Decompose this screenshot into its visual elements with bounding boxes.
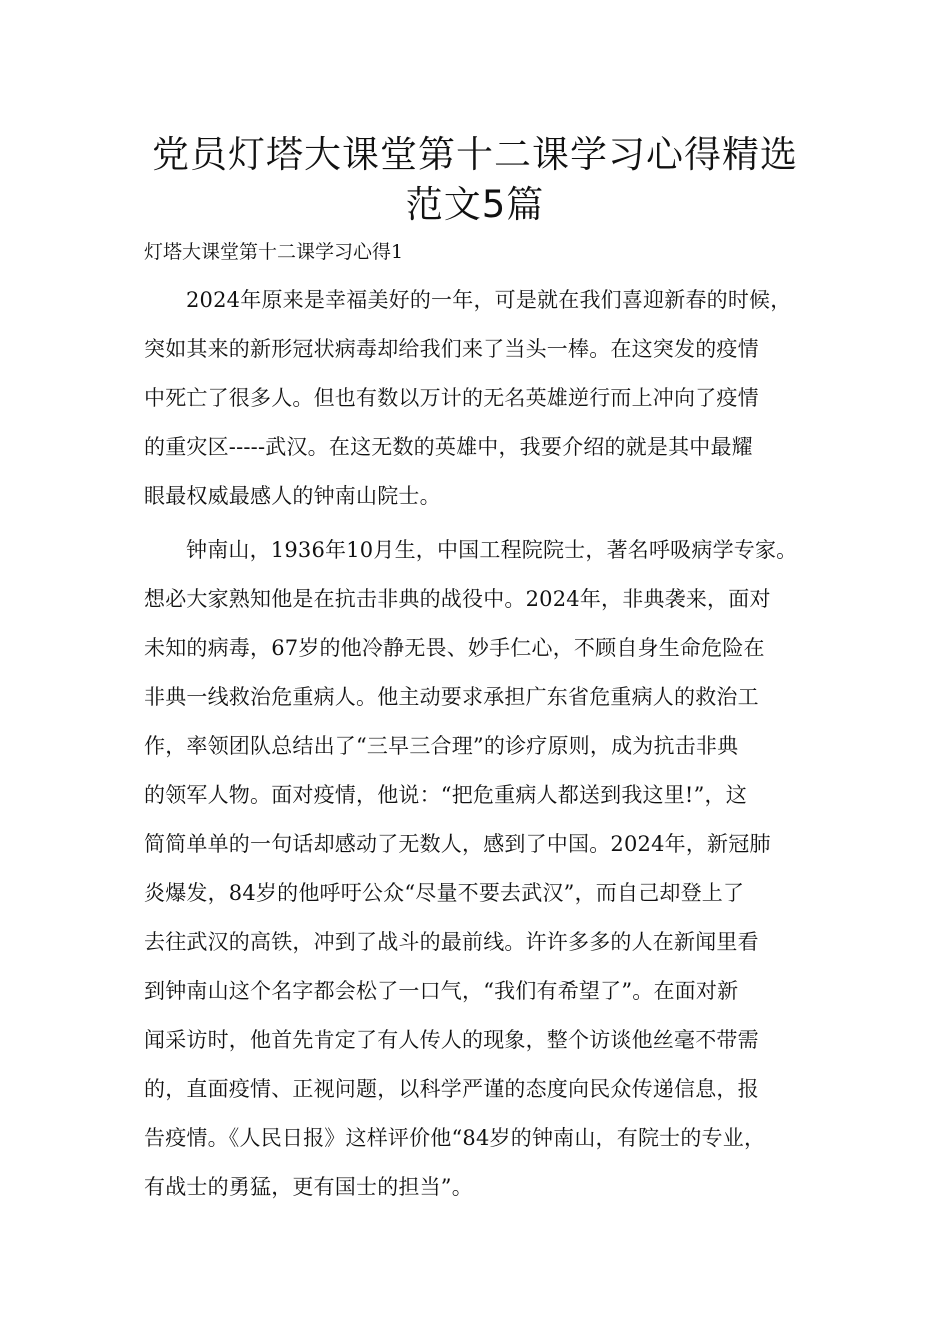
paragraph-2-line: 非典一线救治危重病人。他主动要求承担广东省危重病人的救治工 bbox=[144, 685, 759, 709]
paragraph-1-line: 眼最权威最感人的钟南山院士。 bbox=[144, 484, 441, 508]
paragraph-2-line: 到钟南山这个名字都会松了一口气，“我们有希望了”。在面对新 bbox=[144, 979, 739, 1003]
paragraph-2-line: 钟南山，1936年10月生，中国工程院院士，著名呼吸病学专家。 bbox=[186, 538, 798, 562]
document-title-line-1: 党员灯塔大课堂第十二课学习心得精选 bbox=[152, 133, 798, 176]
paragraph-1-line: 突如其来的新形冠状病毒却给我们来了当头一棒。在这突发的疫情 bbox=[144, 337, 759, 361]
paragraph-2-line: 简简单单的一句话却感动了无数人，感到了中国。2024年，新冠肺 bbox=[144, 832, 771, 856]
paragraph-2-line: 作，率领团队总结出了“三早三合理”的诊疗原则，成为抗击非典 bbox=[144, 734, 739, 758]
paragraph-1-line: 中死亡了很多人。但也有数以万计的无名英雄逆行而上冲向了疫情 bbox=[144, 386, 759, 410]
section-heading: 灯塔大课堂第十二课学习心得1 bbox=[144, 241, 404, 263]
paragraph-1-line: 2024年原来是幸福美好的一年，可是就在我们喜迎新春的时候， bbox=[186, 288, 792, 312]
document-title-line-2: 范文5篇 bbox=[405, 183, 545, 226]
paragraph-2-line: 的领军人物。面对疫情，他说：“把危重病人都送到我这里!”，这 bbox=[144, 783, 747, 807]
paragraph-2-line: 炎爆发，84岁的他呼吁公众“尽量不要去武汉”，而自己却登上了 bbox=[144, 881, 745, 905]
paragraph-1-line: 的重灾区-----武汉。在这无数的英雄中，我要介绍的就是其中最耀 bbox=[144, 435, 753, 459]
paragraph-2-line: 有战士的勇猛，更有国士的担当”。 bbox=[144, 1175, 473, 1199]
paragraph-2-line: 的，直面疫情、正视问题，以科学严谨的态度向民众传递信息，报 bbox=[144, 1077, 759, 1101]
paragraph-2-line: 想必大家熟知他是在抗击非典的战役中。2024年，非典袭来，面对 bbox=[144, 587, 771, 611]
paragraph-2-line: 闻采访时，他首先肯定了有人传人的现象，整个访谈他丝毫不带需 bbox=[144, 1028, 759, 1052]
paragraph-2-line: 告疫情。《人民日报》这样评价他“84岁的钟南山，有院士的专业， bbox=[144, 1126, 766, 1150]
paragraph-2-line: 未知的病毒，67岁的他冷静无畏、妙手仁心，不顾自身生命危险在 bbox=[144, 636, 765, 660]
paragraph-2-line: 去往武汉的高铁，冲到了战斗的最前线。许许多多的人在新闻里看 bbox=[144, 930, 759, 954]
